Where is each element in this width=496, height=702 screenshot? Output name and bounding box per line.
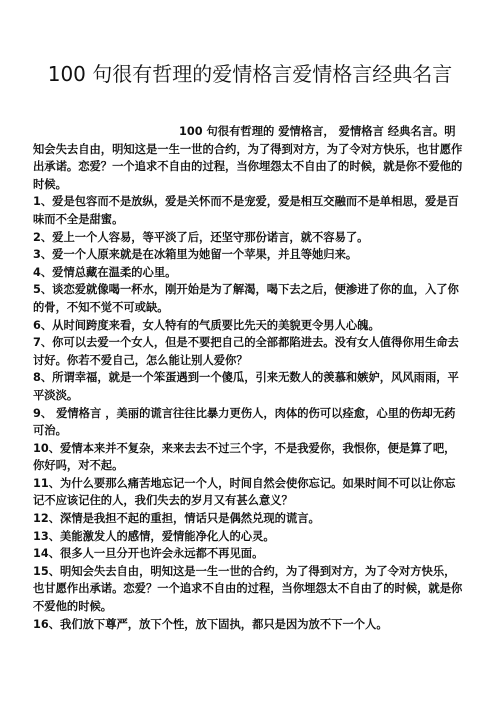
quote-item-14: 14、很多人一旦分开也许会永远都不再见面。: [33, 547, 264, 561]
quote-item-12: 12、深情是我担不起的重担，情话只是偶然兑现的谎言。: [33, 512, 320, 526]
quote-item-8: 8、所谓幸福，就是一个笨蛋遇到一个傻瓜，引来无数人的羡慕和嫉妒，风风雨雨，平平淡淡。: [33, 371, 459, 402]
quote-item-3: 3、爱一个人原来就是在冰箱里为她留一个苹果，并且等她归来。: [33, 248, 358, 262]
document-title: 100 句很有哲理的爱情格言爱情格言经典名言: [47, 62, 453, 86]
intro-paragraph: 100 句很有哲理的 爱情格言， 爱情格言 经典名言。明知会失去自由，明知这是一生一世的合约，为了得到对方，为了令对方快乐，也甘愿作出承诺。恋爱？一个追求不自由的过程，当你埋怨太不自由了的时候，就是你不爱他的时候。: [33, 125, 463, 191]
quote-item-6: 6、从时间跨度来看，女人特有的气质要比先天的美貌更令男人心魄。: [33, 318, 380, 332]
quote-item-9: 9、 爱情格言 ，美丽的谎言往往比暴力更伤人，肉体的伤可以痊愈，心里的伤却无药可治。: [33, 406, 456, 438]
quote-item-2: 2、爱上一个人容易，等平淡了后，还坚守那份诺言，就不容易了。: [33, 230, 369, 244]
quote-item-1: 1、爱是包容而不是放纵，爱是关怀而不是宠爱，爱是相互交融而不是单相思，爱是百味而不全是甜蜜。: [33, 195, 459, 226]
quote-item-10: 10、爱情本来并不复杂，来来去去不过三个字，不是我爱你，我恨你，便是算了吧，你好吗，对不起。: [33, 441, 456, 473]
document-body: [33, 123, 465, 633]
quote-item-11: 11、为什么要那么痛苦地忘记一个人，时间自然会使你忘记。如果时间不可以让你忘记不应该记住的人，我们失去的岁月又有甚么意义？: [33, 476, 456, 508]
quote-item-15: 15、明知会失去自由，明知这是一生一世的合约，为了得到对方，为了令对方快乐，也甘愿作出承诺。恋爱？一个追求不自由的过程，当你埋怨太不自由了的时候，就是你不爱他的时候。: [33, 564, 463, 614]
quote-item-13: 13、美能激发人的感情，爱情能净化人的心灵。: [33, 529, 275, 543]
quote-item-4: 4、爱情总藏在温柔的心里。: [33, 265, 177, 279]
quote-item-16: 16、我们放下尊严，放下个性，放下固执，都只是因为放不下一个人。: [33, 617, 388, 631]
quote-item-5: 5、谈恋爱就像喝一杯水，刚开始是为了解渴，喝下去之后，便渗进了你的血，入了你的骨，不知不觉不可或缺。: [33, 283, 459, 314]
quote-item-7: 7、你可以去爱一个女人，但是不要把自己的全部都陷进去。没有女人值得你用生命去讨好。你若不爱自己，怎么能让别人爱你？: [33, 336, 459, 367]
